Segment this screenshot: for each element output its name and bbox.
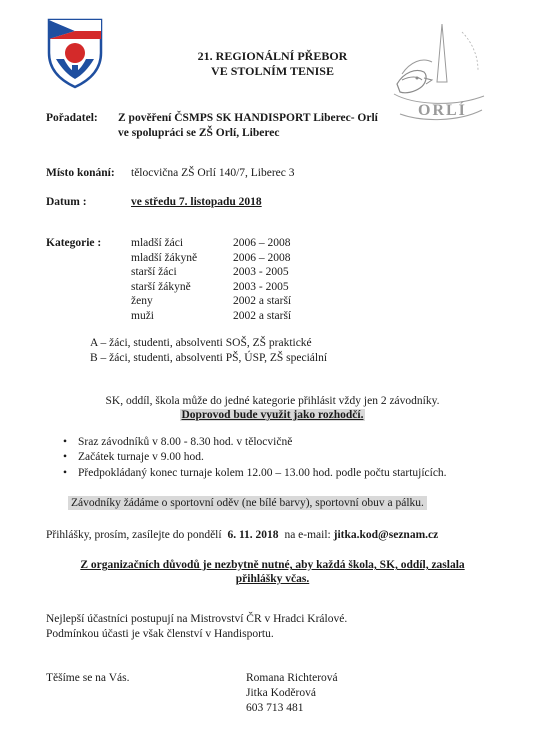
group-a-description: A – žáci, studenti, absolventi SOŠ, ZŠ praktické (90, 337, 312, 349)
group-b-description: B – žáci, studenti, absolventi PŠ, ÚSP, ZŠ speciální (90, 352, 328, 364)
schedule-bullet-icon: • (63, 436, 68, 448)
venue-label: Místo konání: (46, 167, 115, 179)
date-label: Datum : (46, 196, 87, 208)
applications-email-link[interactable]: jitka.kod@seznam.cz (333, 529, 439, 541)
schedule-bullet-icon: • (63, 451, 68, 463)
category-years: 2002 a starší (233, 295, 292, 307)
category-years: 2003 - 2005 (233, 281, 289, 293)
applications-prefix: Přihlášky, prosím, zasílejte do pondělí (46, 529, 222, 541)
signature-name-1: Romana Richterová (246, 672, 338, 684)
applications-line (46, 528, 438, 542)
category-years: 2006 – 2008 (233, 252, 291, 264)
categories-label: Kategorie : (46, 237, 102, 249)
signature-phone: 603 713 481 (246, 702, 304, 714)
category-name: ženy (131, 295, 153, 307)
referee-note: Doprovod bude využit jako rozhodčí. (181, 409, 364, 421)
date-value: ve středu 7. listopadu 2018 (131, 196, 262, 208)
dress-code-notice: Závodníky žádáme o sportovní oděv (ne bílé barvy), sportovní obuv a pálku. (68, 496, 427, 510)
organizer-line-2: ve spolupráci se ZŠ Orlí, Liberec (118, 127, 280, 139)
category-name: muži (131, 310, 154, 322)
category-name: mladší žákyně (131, 252, 198, 264)
signature-name-2: Jitka Koděrová (246, 687, 316, 699)
advance-line-1: Nejlepší účastníci postupují na Mistrovství ČR v Hradci Králové. (46, 613, 348, 625)
category-years: 2002 a starší (233, 310, 292, 322)
category-years: 2006 – 2008 (233, 237, 291, 249)
organizer-label: Pořadatel: (46, 112, 98, 124)
category-name: starší žáci (131, 266, 177, 278)
entry-rule-text: SK, oddíl, škola může do jedné kategorie přihlásit vždy jen 2 závodníky. (105, 395, 440, 407)
schedule-bullet-icon: • (63, 467, 68, 479)
schedule-item: Předpokládaný konec turnaje kolem 12.00 – 13.00 hod. podle počtu startujících. (78, 467, 447, 479)
schedule-item: Sraz závodníků v 8.00 - 8.30 hod. v tělocvičně (78, 436, 293, 448)
notice-line-2: přihlášky včas. (235, 573, 310, 585)
applications-email-label: na e-mail: (284, 529, 331, 541)
title-line-2: VE STOLNÍM TENISE (211, 64, 334, 78)
notice-line-1: Z organizačních důvodů je nezbytně nutné, aby každá škola, SK, oddíl, zaslala (80, 559, 465, 571)
advance-line-2: Podmínkou účasti je však členství v Handisportu. (46, 628, 274, 640)
category-name: starší žákyně (131, 281, 191, 293)
schedule-item: Začátek turnaje v 9.00 hod. (78, 451, 204, 463)
organizer-line-1: Z pověření ČSMPS SK HANDISPORT Liberec- Orlí (118, 112, 378, 124)
category-years: 2003 - 2005 (233, 266, 289, 278)
venue-value: tělocvična ZŠ Orlí 140/7, Liberec 3 (131, 167, 295, 179)
closing-greeting: Těšíme se na Vás. (46, 672, 130, 684)
category-name: mladší žáci (131, 237, 184, 249)
applications-deadline: 6. 11. 2018 (227, 529, 279, 541)
school-logo-text: ORLÍ (418, 102, 467, 119)
title-line-1: 21. REGIONÁLNÍ PŘEBOR (197, 49, 348, 63)
